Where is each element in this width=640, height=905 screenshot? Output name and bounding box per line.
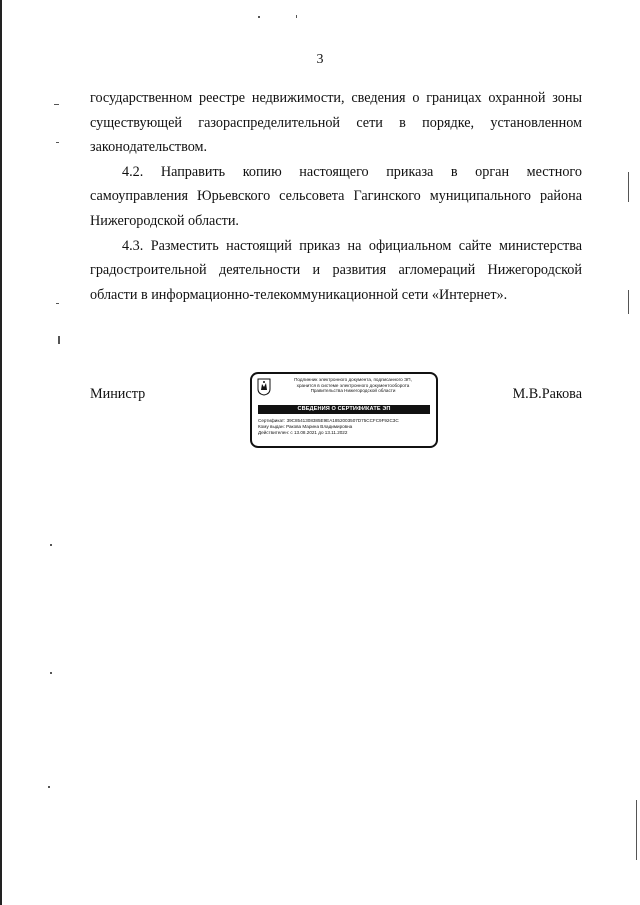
scan-speck xyxy=(258,16,260,18)
scan-speck xyxy=(628,172,629,202)
stamp-details xyxy=(258,418,432,436)
stamp-title-bar: СВЕДЕНИЯ О СЕРТИФИКАТЕ ЭП xyxy=(258,405,430,414)
text-line: 4.3. Разместить настоящий приказ на официальном сайте министерства xyxy=(122,237,582,254)
scan-speck xyxy=(58,336,60,344)
scan-speck xyxy=(48,786,50,788)
text-line: самоуправления Юрьевского сельсовета Гагинского муниципального района xyxy=(90,188,582,205)
text-line: существующей газораспределительной сети в порядке, установленном xyxy=(90,114,582,131)
signature-block xyxy=(90,372,582,452)
signatory-position: Министр xyxy=(90,386,146,402)
text-line: законодательством. xyxy=(90,139,208,156)
certificate-owner: Кому выдан: Ракова Марина Владимировна xyxy=(258,424,353,429)
text-line: градостроительной деятельности и развития агломераций Нижегородской xyxy=(90,262,582,279)
scan-speck xyxy=(54,104,59,105)
certificate-number: Сертификат: 39C8541308385E9EA1852003507D75CCFC9F92C3C xyxy=(258,418,399,423)
scan-edge xyxy=(0,0,2,905)
scan-speck xyxy=(56,303,59,304)
stamp-header xyxy=(274,377,432,394)
scan-speck xyxy=(50,672,52,674)
page-number: 3 xyxy=(316,52,324,67)
signatory-name: М.В.Ракова xyxy=(512,386,582,402)
electronic-signature-stamp xyxy=(250,372,438,448)
stamp-header-line: Правительства Нижегородской области xyxy=(310,388,396,394)
stamp-header-line: хранится в системе электронного документооборота xyxy=(296,382,410,388)
scan-speck xyxy=(628,290,629,314)
scan-speck xyxy=(636,800,637,860)
paragraph-4-3 xyxy=(90,234,582,308)
scan-speck xyxy=(296,15,297,18)
document-body xyxy=(90,86,582,307)
coat-of-arms-icon xyxy=(257,378,271,396)
scan-speck xyxy=(50,544,52,546)
text-line: Нижегородской области. xyxy=(90,212,239,229)
certificate-validity: Действителен: с 13.08.2021 до 13.11.2022 xyxy=(258,430,348,435)
paragraph-continuation xyxy=(90,86,582,160)
scan-speck xyxy=(56,142,59,143)
text-line: государственном реестре недвижимости, сведения о границах охранной зоны xyxy=(90,90,582,106)
stamp-header-line: Подлинник электронного документа, подписанного ЭП, xyxy=(294,377,412,382)
paragraph-4-2 xyxy=(90,160,582,234)
text-line: области в информационно-телекоммуникационной сети «Интернет». xyxy=(90,286,508,303)
text-line: 4.2. Направить копию настоящего приказа в орган местного xyxy=(122,163,582,180)
